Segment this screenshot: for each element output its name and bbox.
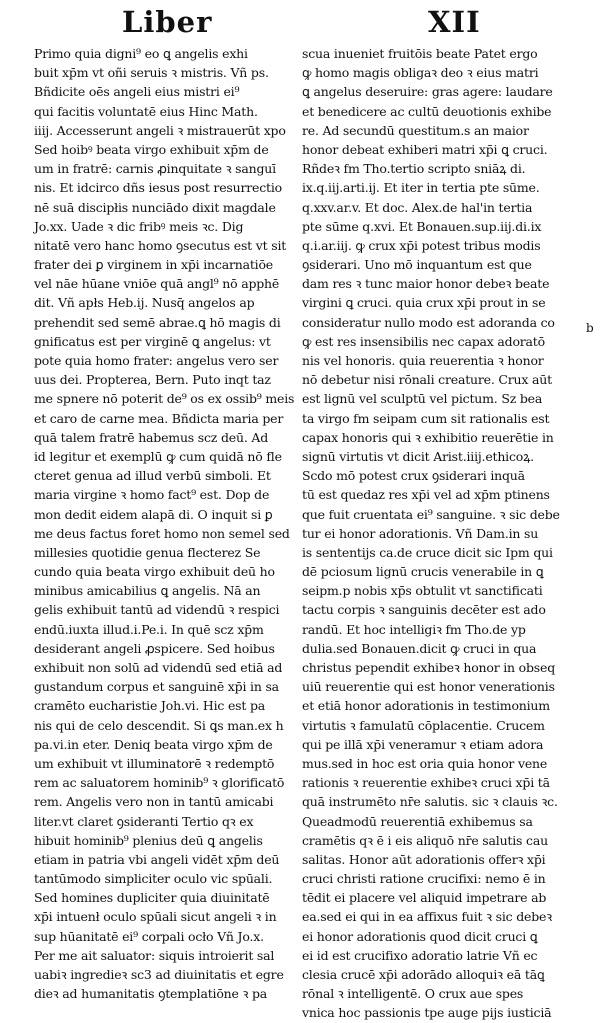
text-line: quā instrumēto nr̄e salutis. sic ꝛ clauis ꝛc. bbox=[302, 794, 558, 810]
text-line: cramēto eucharistie Joh.vi. Hic est pa bbox=[34, 698, 266, 714]
text-line: Bñdicite oēs angeli eius mistri ei⁹ bbox=[34, 84, 240, 100]
text-line: scua inueniet fruitōis beate Patet ergo bbox=[302, 46, 538, 61]
text-line: qui pe illā xp̄i veneramur ꝛ etiam adora bbox=[302, 736, 544, 752]
text-line: tantūmodo simpliciter oculo vic spūali. bbox=[34, 871, 273, 887]
text-line: Scdo mō potest crux ꝯsiderari inquā bbox=[302, 468, 525, 484]
text-line: nis qui de celo descendit. Si ꝗs man.ex h bbox=[34, 717, 284, 733]
text-line: me deus factus foret homo non semel sed bbox=[34, 525, 290, 541]
text-line: Per me ait saluator: siquis introierit sal bbox=[34, 947, 275, 963]
text-line: quā talem fratrē habemus scz deū. Ad bbox=[34, 429, 268, 445]
text-column-right bbox=[302, 44, 567, 1021]
text-line: q.i.ar.iij. ꝙ crux xp̄i potest tribus modis bbox=[302, 237, 541, 253]
text-line: randū. Et hoc intelligiꝛ fm Tho.de yp bbox=[302, 621, 526, 637]
text-line: clesia crucē xp̄i adorādo alloquiꝛ eā tāꝗ bbox=[302, 967, 545, 982]
text-line: pte sūme q.xvi. Et Bonauen.sup.iij.di.ix bbox=[302, 218, 542, 234]
text-line: tēdit ei placere vel aliquid impetrare ab bbox=[302, 890, 547, 906]
text-line: minibus amicabilius ꝗ angelis. Nā an bbox=[34, 583, 261, 599]
text-line: rationis ꝛ reuerentie exhibeꝛ cruci xp̄i tā bbox=[302, 775, 550, 791]
text-line: qui facitis voluntatē eius Hinc Math. bbox=[34, 103, 258, 119]
text-line: nis. Et idcirco dñs iesus post resurrectio bbox=[34, 180, 282, 196]
text-line: Primo quia digni⁹ eo ꝗ angelis exhi bbox=[34, 46, 248, 61]
text-line: tactu corpis ꝛ sanguinis decēter est ado bbox=[302, 602, 546, 618]
text-line: um exhibuit vt illuminatorē ꝛ redemptō bbox=[34, 755, 275, 771]
text-line: ea.sed ei qui in ea affixus fuit ꝛ sic debeꝛ bbox=[302, 909, 552, 925]
text-line: sup hūanitatē ei⁹ corpali ocło Vñ Jo.x. bbox=[34, 928, 264, 944]
text-line: Sed homines dupliciter quia diuinitatē bbox=[34, 890, 270, 906]
text-line: gnificatus est per virginē ꝗ angelus: vt bbox=[34, 333, 271, 349]
text-line: uus dei. Propterea, Bern. Puto inqt taz bbox=[34, 372, 271, 388]
text-line: id legitur et exemplū ꝙ cum quidā nō fle bbox=[34, 448, 282, 464]
text-line: que fuit cruentata ei⁹ sanguine. ꝛ sic debe bbox=[302, 506, 560, 522]
text-line: me spnere nō poterit de⁹ os ex ossib⁹ meis bbox=[34, 391, 295, 407]
text-column-left bbox=[34, 44, 299, 1002]
text-line: virgini ꝗ cruci. quia crux xp̄i prout in se bbox=[302, 295, 546, 311]
text-line: capax honoris qui ꝛ exhibitio reuerētie in bbox=[302, 429, 554, 445]
text-line: gustandum corpus et sanguinē xp̄i in sa bbox=[34, 679, 279, 695]
text-line: vel nāe hūane vniōe quā angl⁹ nō apphē bbox=[34, 276, 280, 292]
text-line: iiij. Accesserunt angeli ꝛ mistrauerūt xpo bbox=[34, 122, 286, 138]
text-line: ꝙ est res insensibilis nec capax adoratō bbox=[302, 333, 545, 349]
text-line: um in fratrē: carnis ꝓinquitate ꝛ sanguī bbox=[34, 161, 276, 177]
text-line: est lignū vel sculptū vel pictum. Sz bea bbox=[302, 391, 543, 407]
text-line: et caro de carne mea. Bñdicta maria per bbox=[34, 410, 284, 426]
text-line: honor debeat exhiberi matri xp̄i ꝗ cruci. bbox=[302, 141, 548, 157]
text-line: desiderant angeli ꝓspicere. Sed hoibus bbox=[34, 640, 275, 656]
text-line: tur ei honor adorationis. Vñ Dam.in su bbox=[302, 525, 539, 541]
folio-number: XII bbox=[428, 5, 481, 39]
text-line: signū virtutis vt dicit Arist.iiij.ethicoꝝ. bbox=[302, 448, 534, 464]
text-line: virtutis ꝛ famulatū cōplacentie. Crucem bbox=[302, 717, 545, 733]
text-line: etiam in patria vbi angeli vidēt xp̄m deū bbox=[34, 851, 280, 867]
text-line: ix.q.iij.arti.ij. Et iter in tertia pte sūme. bbox=[302, 180, 540, 196]
text-line: xp̄i intuenł oculo spūali sicut angeli ꝛ in bbox=[34, 909, 277, 925]
text-line: nō debetur nisi rōnali creature. Crux aūt bbox=[302, 372, 552, 388]
text-line: mus.sed in hoc est oria quia honor vene bbox=[302, 755, 548, 771]
text-line: Rñdeꝛ fm Tho.tertio scripto sniāꝝ di. bbox=[302, 161, 526, 177]
text-line: nitatē vero hanc homo ꝯsecutus est vt sit bbox=[34, 237, 287, 253]
text-line: re. Ad secundū questitum.s an maior bbox=[302, 122, 529, 138]
text-line: uabiꝛ ingredieꝛ sc3 ad diuinitatis et egre bbox=[34, 967, 284, 982]
text-line: is sententijs ca.de cruce dicit sic Ipm qui bbox=[302, 544, 553, 560]
text-line: buit xp̄m vt oñi seruis ꝛ mistris. Vñ ps. bbox=[34, 65, 269, 81]
text-line: seipm.p nobis xp̄s obtulit vt sanctificati bbox=[302, 583, 543, 599]
text-line: et benedicere ac cultū deuotionis exhibe bbox=[302, 103, 552, 119]
text-line: prehendit sed semē abrae.ꝗ hō magis di bbox=[34, 314, 281, 330]
text-line: ei id est crucifixo adoratio latrie Vñ ec bbox=[302, 947, 538, 963]
text-line: pote quia homo frater: angelus vero ser bbox=[34, 353, 279, 368]
text-line: liter.vt claret ꝯsideranti Tertio qꝛ ex bbox=[34, 813, 254, 829]
text-line: ta virgo fm seipam cum sit rationalis est bbox=[302, 410, 550, 426]
running-header-liber: Liber bbox=[122, 5, 213, 39]
text-line: ei honor adorationis quod dicit cruci ꝗ bbox=[302, 928, 538, 944]
text-line: exhibuit non solū ad videndū sed etiā ad bbox=[34, 660, 283, 675]
margin-note: b bbox=[586, 321, 594, 335]
text-line: rem. Angelis vero non in tantū amicabi bbox=[34, 794, 274, 810]
text-line: cundo quia beata virgo exhibuit deū ho bbox=[34, 564, 275, 580]
text-line: Sed hoibꝰ beata virgo exhibuit xp̄m de bbox=[34, 141, 269, 157]
text-line: dē pciosum lignū crucis venerabile in ꝗ bbox=[302, 564, 544, 580]
text-line: pa.vi.in eter. Deniq beata virgo xp̄m de bbox=[34, 736, 273, 752]
text-line: maria virgine ꝛ homo fact⁹ est. Dop de bbox=[34, 487, 270, 503]
text-line: tū est quedaz res xp̄i vel ad xp̄m ptinens bbox=[302, 487, 550, 503]
text-line: cramētis qꝛ ē i eis aliquō nr̄e salutis cau bbox=[302, 832, 548, 848]
text-line: Queadmodū reuerentiā exhibemus sa bbox=[302, 813, 533, 829]
text-line: rōnal ꝛ intelligentē. O crux aue spes bbox=[302, 986, 524, 1002]
text-line: vnica hoc passionis tpe auge pijs iusticiā bbox=[302, 1005, 552, 1021]
text-line: cruci christi ratione crucifixi: nemo ē in bbox=[302, 871, 546, 887]
text-line: nē suā discipłis nunciādo dixit magdale bbox=[34, 199, 276, 215]
text-line: ꝯsiderari. Uno mō inquantum est que bbox=[302, 257, 532, 273]
text-line: ꝙ homo magis obligaꝛ deo ꝛ eius matri bbox=[302, 65, 539, 81]
text-line: salitas. Honor aūt adorationis offerꝛ xp̄i bbox=[302, 851, 546, 867]
text-line: hibuit hominib⁹ plenius deū ꝗ angelis bbox=[34, 832, 263, 848]
text-line: ꝗ angelus deseruire: gras agere: laudare bbox=[302, 84, 553, 100]
text-line: christus pependit exhibeꝛ honor in obseq bbox=[302, 660, 556, 675]
text-line: dit. Vñ apłs Heb.ij. Nusq̄ angelos ap bbox=[34, 295, 255, 311]
text-line: rem ac saluatorem hominib⁹ ꝛ glorificatō bbox=[34, 775, 285, 791]
text-line: uiū reuerentie qui est honor venerationis bbox=[302, 679, 555, 695]
text-line: millesies quotidie genua flecterez Se bbox=[34, 544, 261, 560]
text-line: dieꝛ ad humanitatis ꝯtemplatiōne ꝛ pa bbox=[34, 986, 268, 1002]
text-line: gelis exhibuit tantū ad videndū ꝛ respici bbox=[34, 602, 280, 618]
text-line: mon dedit eidem alapā di. O inquit si ꝑ bbox=[34, 506, 273, 522]
text-line: et etiā honor adorationis in testimonium bbox=[302, 698, 550, 714]
text-line: consideratur nullo modo est adoranda co bbox=[302, 314, 555, 330]
text-line: nis vel honoris. quia reuerentia ꝛ honor bbox=[302, 353, 544, 368]
text-line: q.xxv.ar.v. Et doc. Alex.de hal'in tertia bbox=[302, 199, 533, 215]
text-line: Jo.xx. Uade ꝛ dic fribꝰ meis ꝛc. Dig bbox=[34, 218, 244, 234]
text-line: endū.iuxta illud.i.Pe.i. In quē scz xp̄m bbox=[34, 621, 264, 637]
text-line: dulia.sed Bonauen.dicit ꝙ cruci in qua bbox=[302, 640, 537, 656]
text-line: dam res ꝛ tunc maior honor debeꝛ beate bbox=[302, 276, 550, 292]
text-line: frater dei ꝑ virginem in xp̄i incarnatiōe bbox=[34, 257, 273, 273]
text-line: cteret genua ad illud verbū simboli. Et bbox=[34, 468, 271, 484]
